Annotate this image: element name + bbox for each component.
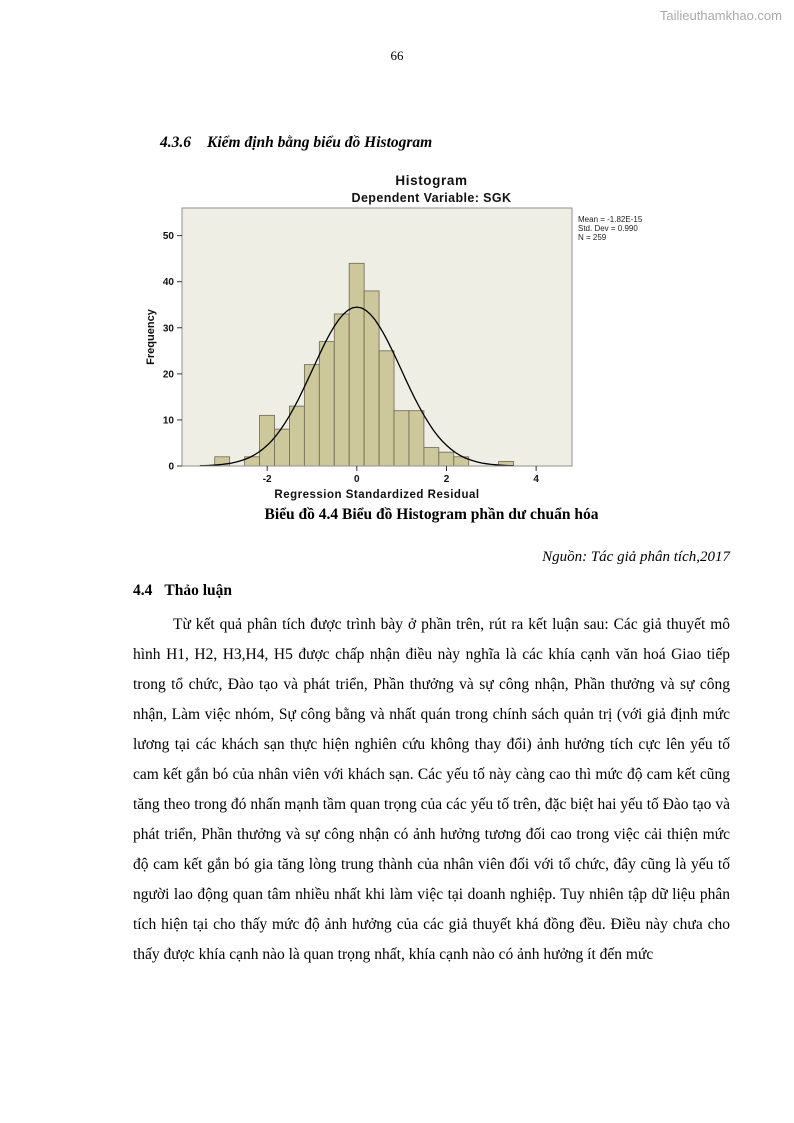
- x-axis: [262, 466, 539, 485]
- stats-text: [578, 215, 643, 242]
- chart-title: Histogram: [395, 173, 468, 188]
- svg-text:50: 50: [162, 231, 174, 243]
- histogram-bar: [423, 448, 438, 466]
- histogram-bar: [408, 411, 423, 466]
- watermark: Tailieuthamkhao.com: [659, 8, 782, 23]
- section-title: Kiểm định bằng biểu đồ Histogram: [207, 134, 433, 151]
- histogram-bar: [364, 291, 379, 466]
- svg-text:40: 40: [162, 277, 174, 289]
- svg-text:30: 30: [162, 323, 174, 335]
- svg-text:-2: -2: [262, 474, 272, 485]
- histogram-bar: [379, 351, 394, 466]
- y-axis: [162, 231, 181, 472]
- histogram-bar: [438, 452, 453, 466]
- y-axis-label: Frequency: [144, 309, 157, 365]
- chart-subtitle: Dependent Variable: SGK: [351, 191, 512, 205]
- svg-text:Std. Dev = 0.990: Std. Dev = 0.990: [577, 224, 638, 233]
- svg-text:2: 2: [443, 474, 449, 485]
- histogram-plot: [142, 206, 722, 506]
- body-paragraph: Từ kết quả phân tích được trình bày ở phần trên, rút ra kết luận sau: Các giả thuyết mô hình H1, H2, H3,H4, H5 được chấp nhận điều này nghĩa là các khía cạnh văn hoá Giao tiếp trong tổ chức, Đào tạo và phát triển, Phần thưởng và sự công nhận, Phần thưởng và sự công nhận, Làm việc nhóm, Sự công bằng và nhất quán trong chính sách quản trị (với giả định mức lương tại các khách sạn thực hiện nghiên cứu không thay đổi) ảnh hưởng tích cực lên yếu tố cam kết gắn bó của nhân viên với khách sạn. Các yếu tố này càng cao thì mức độ cam kết cũng tăng theo trong đó nhấn mạnh tầm quan trọng của các yếu tố trên, đặc biệt hai yếu tố Đào tạo và phát triển, Phần thưởng và sự công nhận có ảnh hưởng tương đối cao trong việc cải thiện mức độ cam kết gắn bó gia tăng lòng trung thành của nhân viên đối với tổ chức, đây cũng là yếu tố người lao động quan tâm nhiều nhất khi làm việc tại doanh nghiệp. Tuy nhiên tập dữ liệu phân tích hiện tại cho thấy mức độ ảnh hưởng của các giả thuyết khá đồng đều. Điều này chưa cho thấy được khía cạnh nào là quan trọng nhất, khía cạnh nào có ảnh hưởng ít đến mức: [133, 616, 730, 963]
- source-note: Nguồn: Tác giả phân tích,2017: [542, 549, 730, 565]
- section-title: Thảo luận: [164, 582, 233, 599]
- section-number: 4.4: [133, 582, 153, 599]
- svg-text:20: 20: [162, 369, 174, 381]
- figure-caption: Biểu đồ 4.4 Biểu đồ Histogram phần dư chuẩn hóa: [264, 506, 599, 523]
- svg-text:10: 10: [162, 415, 174, 427]
- svg-text:0: 0: [353, 474, 360, 485]
- svg-text:Mean = -1.82E-15: Mean = -1.82E-15: [577, 215, 642, 224]
- section-heading-4-4: [133, 582, 232, 600]
- histogram-bar: [349, 263, 364, 466]
- histogram-bar: [319, 342, 334, 466]
- svg-text:4: 4: [532, 474, 539, 485]
- x-axis-label: Regression Standardized Residual: [273, 489, 480, 501]
- histogram-bar: [334, 314, 349, 466]
- chart-area: [142, 206, 722, 506]
- histogram-bar: [289, 406, 304, 466]
- svg-text:0: 0: [167, 461, 174, 473]
- section-heading-4-3-6: [160, 134, 432, 152]
- figure-histogram: [133, 172, 730, 506]
- section-number: 4.3.6: [160, 134, 191, 151]
- page-number: 66: [390, 48, 404, 63]
- histogram-bar: [304, 365, 319, 466]
- histogram-bar: [394, 411, 409, 466]
- svg-text:N = 259: N = 259: [577, 233, 606, 242]
